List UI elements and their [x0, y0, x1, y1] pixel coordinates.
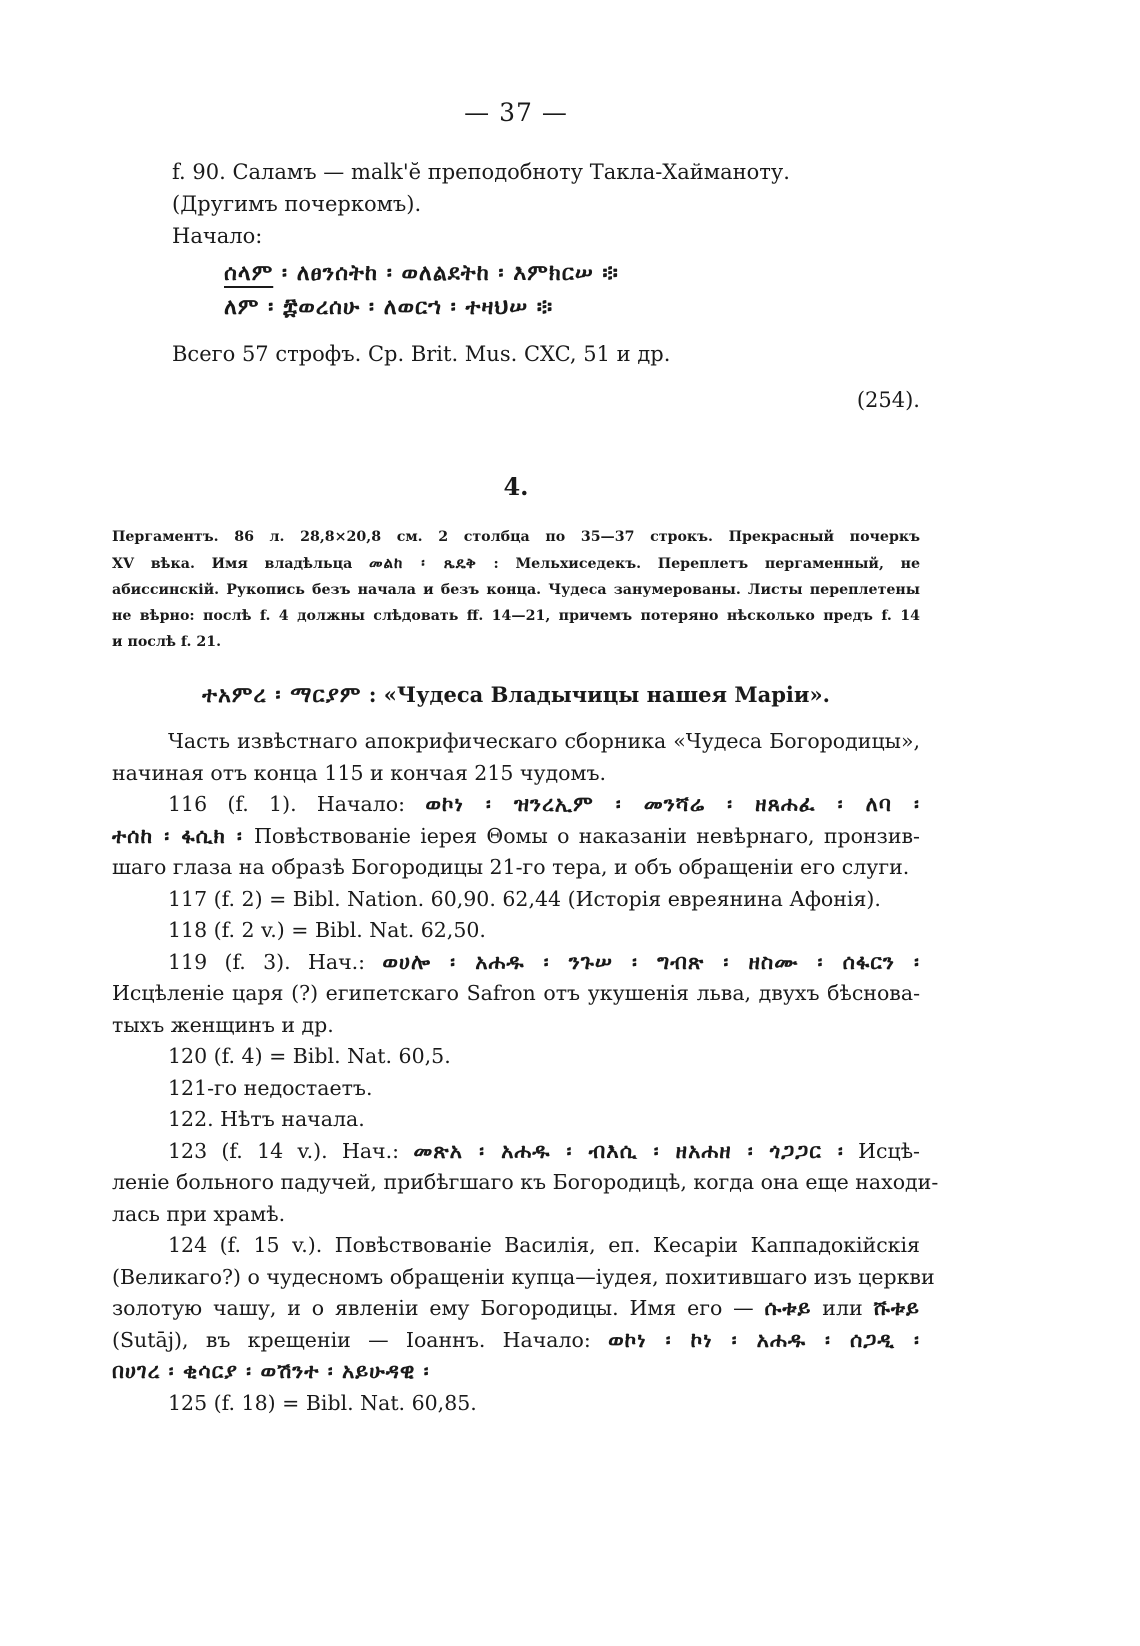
manuscript-title-text: : «Чудеса Владычицы нашея Маріи».	[361, 682, 830, 707]
entry-116	[112, 789, 920, 821]
description-line: абиссинскій. Рукопись безъ начала и безъ конца. Чудеса занумерованы. Листы переплетены	[112, 582, 920, 598]
description-line: и послѣ f. 21.	[112, 634, 222, 650]
page-number: — 37 —	[464, 98, 568, 127]
entry-ethiopic: ወኮነ ፡ ኮነ ፡ አሐዱ ፡ ሰጋዲ ፡	[608, 1327, 920, 1352]
description-text: : Мельхиседекъ. Переплетъ пергаменный, не	[476, 556, 920, 572]
catalog-reference: (254).	[856, 388, 920, 412]
intro-line: Часть извѣстнаго апокрифическаго сборника «Чудеса Богородицы»,	[168, 729, 920, 753]
description-line	[112, 550, 920, 577]
entry-ethiopic: ሹቱይ	[873, 1296, 920, 1320]
entry-ethiopic: ተሰከ ፡ ፋሲክ ፡	[112, 823, 254, 848]
intro-line: начиная отъ конца 115 и кончая 215 чудомъ.	[112, 760, 607, 785]
manuscript-description	[112, 524, 920, 655]
manuscript-title-ethiopic: ተአምረ ፡ ማርያም	[202, 683, 362, 708]
entry-ethiopic: ወሀሎ ፡ አሐዱ ፡ ንጉሠ ፡ ግብጽ ፡ ዘስሙ ፡ ሰፋርን ፡	[382, 949, 920, 974]
entry-124-cont	[112, 1356, 920, 1388]
entry-123-cont: лась при храмѣ.	[112, 1201, 286, 1226]
entry-text: (Sutāj), въ крещеніи — Іоаннъ. Начало:	[112, 1327, 609, 1352]
description-line: не вѣрно: послѣ f. 4 должны слѣдовать ff. 14—21, причемъ потеряно нѣсколько предъ f. 14	[112, 608, 920, 624]
ethiopic-verse-2: ለም ፡ ፰ወረሰሁ ፡ ለወርኀ ፡ ተዛህሠ ፨	[224, 295, 554, 320]
entry-119	[112, 947, 920, 979]
strophe-count-line: Всего 57 строфъ. Ср. Brit. Mus. CXC, 51 и др.	[172, 342, 671, 366]
other-hand-note: (Другимъ почеркомъ).	[172, 192, 422, 216]
entry-text: Исцѣ-	[843, 1138, 920, 1163]
entry-116-cont: шаго глаза на образѣ Богородицы 21-го тера, и объ обращеніи его слуги.	[112, 855, 910, 879]
entry-121: 121-го недостаетъ.	[168, 1075, 373, 1100]
entry-125: 125 (f. 18) = Bibl. Nat. 60,85.	[168, 1390, 477, 1415]
entry-123-cont: леніе больного падучей, прибѣгшаго къ Богородицѣ, когда она еще находи-	[112, 1170, 939, 1194]
ethiopic-verse-1-first-word: ሰላም	[224, 261, 274, 286]
entry-ethiopic: ሱቱይ	[764, 1296, 812, 1320]
entry-text: золотую чашу, и о явленіи ему Богородицы. Имя его —	[112, 1296, 765, 1320]
description-line: Пергаментъ. 86 л. 28,8×20,8 см. 2 столбца по 35—37 строкъ. Прекрасный почеркъ	[112, 529, 920, 545]
entry-text: 123 (f. 14 v.). Нач.:	[168, 1138, 414, 1163]
entry-124-cont	[112, 1325, 920, 1357]
folio-90-line: f. 90. Саламъ — malk'ĕ преподобноту Такла-Хайманоту.	[172, 160, 790, 184]
entry-text: 116 (f. 1). Начало:	[168, 792, 426, 816]
incipit-label: Начало:	[172, 224, 263, 248]
entry-116-cont	[112, 821, 920, 853]
entry-ethiopic: በሀገረ ፡ ቂሳርያ ፡ ወሽንተ ፡ አይሁዳዊ ፡	[112, 1359, 430, 1383]
book-page	[112, 0, 939, 1646]
entry-ethiopic: መጽአ ፡ አሐዱ ፡ ብእሲ ፡ ዘአሐዘ ፡ ጎጋጋር ፡	[413, 1138, 844, 1163]
entry-117: 117 (f. 2) = Bibl. Nation. 60,90. 62,44 (Исторія евреянина Афонія).	[168, 886, 881, 911]
entry-123	[112, 1136, 920, 1168]
section-number: 4.	[503, 472, 529, 501]
entry-120: 120 (f. 4) = Bibl. Nat. 60,5.	[168, 1044, 451, 1068]
entries-list	[112, 726, 939, 1419]
entry-124-cont: (Великаго?) о чудесномъ обращеніи купца—іудея, похитившаго изъ церкви	[112, 1264, 935, 1289]
entry-124: 124 (f. 15 v.). Повѣствованіе Василія, еп. Кесаріи Каппадокійскія	[168, 1233, 920, 1257]
entry-119-cont: Исцѣленіе царя (?) египетскаго Safron отъ укушенія льва, двухъ бѣснова-	[112, 981, 920, 1005]
entry-text: или	[811, 1296, 874, 1320]
entry-text: Повѣствованіе іерея Θомы о наказаніи невѣрнаго, пронзив-	[253, 823, 920, 848]
manuscript-title	[112, 682, 920, 708]
entry-118: 118 (f. 2 v.) = Bibl. Nat. 62,50.	[168, 918, 486, 942]
entry-122: 122. Нѣтъ начала.	[168, 1107, 365, 1131]
description-text: XV вѣка. Имя владѣльца	[112, 556, 369, 572]
entry-124-cont	[112, 1293, 920, 1325]
ethiopic-verse-1-rest: ፡ ለፀንሰትከ ፡ ወለልደትከ ፡ እምክርሠ ፨	[273, 261, 619, 286]
ethiopic-verse-1	[224, 258, 619, 290]
entry-text: 119 (f. 3). Нач.:	[168, 949, 383, 974]
entry-119-cont: тыхъ женщинъ и др.	[112, 1012, 334, 1037]
owner-name-ethiopic: መልከ ፡ ጼዴቅ	[368, 554, 477, 572]
entry-ethiopic: ወኮነ ፡ ዝንረኢም ፡ መንሻሬ ፡ ዘጸሐፈ ፡ ለባ ፡	[425, 792, 920, 816]
